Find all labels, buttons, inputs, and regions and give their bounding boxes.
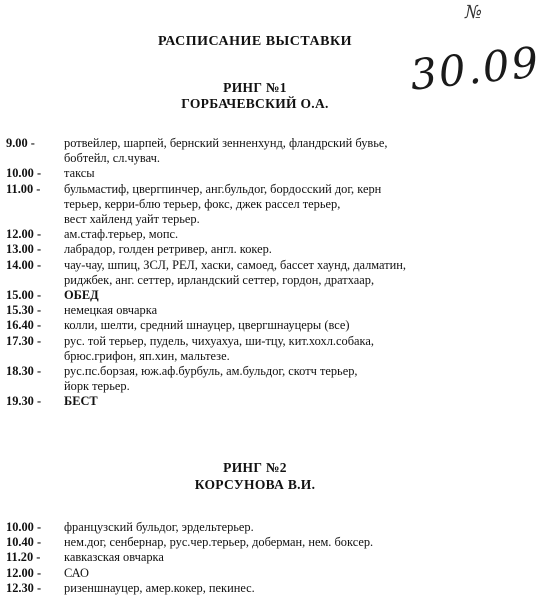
entry-line: кавказская овчарка xyxy=(64,550,164,565)
entry-time: 17.30 - xyxy=(6,333,42,348)
entry-description xyxy=(64,182,476,228)
entry-description xyxy=(64,535,476,550)
entry-description xyxy=(64,227,476,242)
schedule-entry xyxy=(6,550,476,565)
corner-handwritten-mark: № xyxy=(464,2,482,23)
entry-description xyxy=(64,550,476,565)
document-title: РАСПИСАНИЕ ВЫСТАВКИ xyxy=(157,34,353,49)
entry-time: 12.00 - xyxy=(6,227,42,242)
entry-time: 11.00 - xyxy=(6,181,41,196)
entry-description xyxy=(64,334,476,364)
entry-time: 15.30 - xyxy=(6,303,42,318)
entry-time: 13.00 - xyxy=(6,242,42,257)
entry-line: бобтейл, сл.чувач. xyxy=(64,151,160,166)
entry-time: 14.00 - xyxy=(6,257,42,272)
entry-time: 10.40 - xyxy=(6,535,42,550)
entry-line: французский бульдог, эрдельтерьер. xyxy=(64,520,254,534)
entry-line: чау-чау, шпиц, ЗСЛ, РЕЛ, хаски, самоед, бассет хаунд, далматин, xyxy=(64,257,407,272)
entry-description xyxy=(64,581,476,596)
schedule-entry xyxy=(6,288,476,303)
entry-time: 16.40 - xyxy=(6,318,42,333)
entry-time: 12.00 - xyxy=(6,565,42,580)
entry-time: 10.00 - xyxy=(6,520,42,534)
schedule-entry xyxy=(6,535,476,550)
schedule-entry xyxy=(6,394,476,409)
schedule-entry xyxy=(6,136,476,166)
entry-line: лабрадор, голден ретривер, англ. кокер. xyxy=(64,242,272,257)
entry-time: 12.30 - xyxy=(6,580,42,595)
schedule-entry xyxy=(6,227,476,242)
entry-line: ОБЕД xyxy=(64,288,99,303)
entry-line: нем.дог, сенбернар, рус.чер.терьер, доберман, нем. боксер. xyxy=(64,535,374,550)
entry-description xyxy=(64,394,476,409)
entry-line: йорк терьер. xyxy=(64,379,130,394)
entry-description xyxy=(64,242,476,257)
entry-line: БЕСТ xyxy=(64,394,98,409)
entry-description xyxy=(64,258,476,288)
entry-line: ризеншнауцер, амер.кокер, пекинес. xyxy=(64,580,255,595)
entry-time: 11.20 - xyxy=(6,550,41,565)
handwritten-date: 30.09 xyxy=(407,37,542,100)
schedule-entry xyxy=(6,303,476,318)
ring1-schedule xyxy=(6,136,476,410)
entry-line: рус. той терьер, пудель, чихуахуа, ши-тцу, кит.хохл.собака, xyxy=(64,333,374,348)
entry-time: 18.30 - xyxy=(6,364,42,379)
entry-line: ам.стаф.терьер, мопс. xyxy=(64,227,179,242)
schedule-entry xyxy=(6,258,476,288)
entry-time: 9.00 - xyxy=(6,136,35,150)
entry-description xyxy=(64,520,476,535)
entry-line: риджбек, анг. сеттер, ирландский сеттер, гордон, дратхаар, xyxy=(64,272,375,287)
entry-description xyxy=(64,364,476,394)
entry-description xyxy=(64,566,476,581)
entry-line: бульмастиф, цвергпинчер, анг.бульдог, бордосский дог, керн xyxy=(64,181,382,196)
entry-description xyxy=(64,136,476,166)
entry-description xyxy=(64,318,476,333)
entry-line: рус.пс.борзая, юж.аф.бурбуль, ам.бульдог, скотч терьер, xyxy=(64,364,358,379)
schedule-entry xyxy=(6,364,476,394)
entry-line: САО xyxy=(64,565,89,580)
entry-line: колли, шелти, средний шнауцер, цвергшнауцеры (все) xyxy=(64,318,350,333)
entry-line: вест хайленд уайт терьер. xyxy=(64,212,200,227)
schedule-entry xyxy=(6,566,476,581)
schedule-entry xyxy=(6,334,476,364)
ring1-title: РИНГ №1 xyxy=(223,80,287,95)
entry-line: брюс.грифон, яп.хин, мальтезе. xyxy=(64,348,230,363)
ring2-judge: КОРСУНОВА В.И. xyxy=(194,477,316,492)
entry-description xyxy=(64,166,476,181)
schedule-entry xyxy=(6,242,476,257)
entry-time: 19.30 - xyxy=(6,394,42,409)
schedule-entry xyxy=(6,182,476,228)
entry-description xyxy=(64,303,476,318)
ring2-title: РИНГ №2 xyxy=(223,460,287,475)
entry-line: ротвейлер, шарпей, бернский зенненхунд, фландрский бувье, xyxy=(64,136,388,150)
entry-time: 10.00 - xyxy=(6,166,42,181)
entry-line: таксы xyxy=(64,166,95,181)
entry-description xyxy=(64,288,476,303)
entry-time: 15.00 - xyxy=(6,288,42,303)
schedule-entry xyxy=(6,520,476,535)
schedule-entry xyxy=(6,166,476,181)
entry-line: немецкая овчарка xyxy=(64,303,158,318)
entry-line: терьер, керри-блю терьер, фокс, джек рассел терьер, xyxy=(64,196,341,211)
ring2-schedule xyxy=(6,520,476,596)
schedule-entry xyxy=(6,318,476,333)
schedule-entry xyxy=(6,581,476,596)
ring1-judge: ГОРБАЧЕВСКИЙ О.А. xyxy=(181,96,329,111)
